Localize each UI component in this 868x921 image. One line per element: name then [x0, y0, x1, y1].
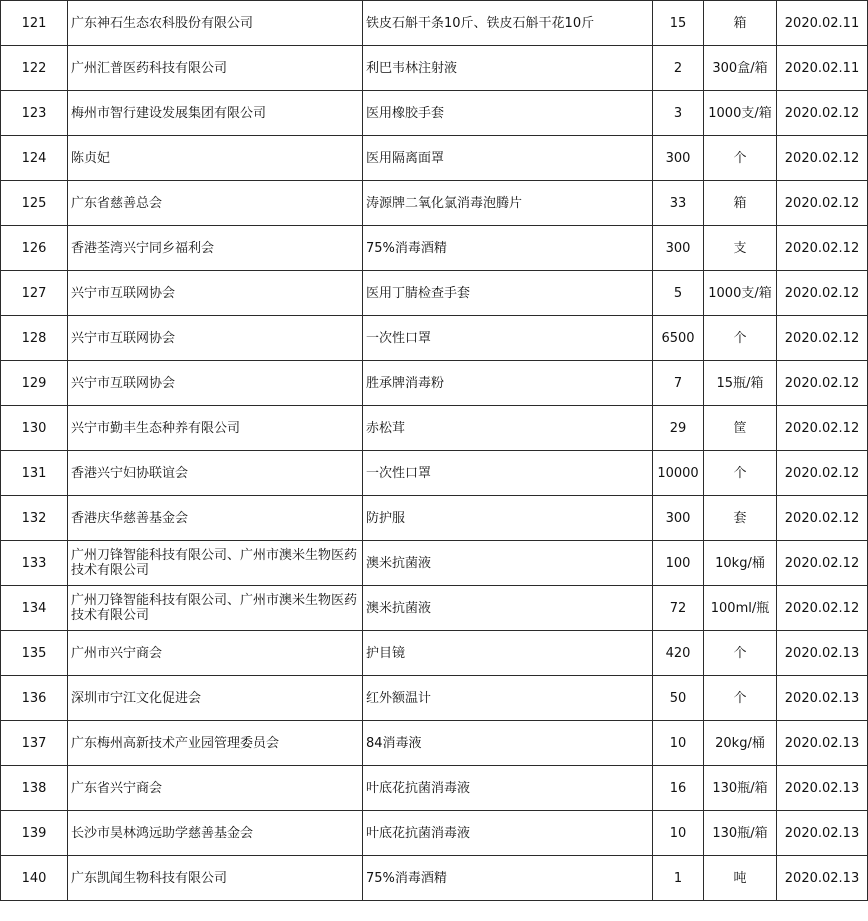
cell-donor: 广东凯闻生物科技有限公司 — [68, 856, 363, 901]
cell-quantity: 5 — [653, 271, 704, 316]
cell-donor: 广州刀锋智能科技有限公司、广州市澳米生物医药技术有限公司 — [68, 541, 363, 586]
cell-donor: 广州汇普医药科技有限公司 — [68, 46, 363, 91]
cell-quantity: 16 — [653, 766, 704, 811]
table-row — [1, 406, 868, 451]
cell-serial-number: 130 — [1, 406, 68, 451]
cell-unit: 筐 — [704, 406, 777, 451]
cell-unit: 箱 — [704, 1, 777, 46]
cell-donor: 梅州市智行建设发展集团有限公司 — [68, 91, 363, 136]
cell-date: 2020.02.12 — [777, 226, 868, 271]
cell-date: 2020.02.13 — [777, 631, 868, 676]
cell-date: 2020.02.12 — [777, 361, 868, 406]
cell-donor: 香港荃湾兴宁同乡福利会 — [68, 226, 363, 271]
cell-date: 2020.02.12 — [777, 406, 868, 451]
cell-unit: 套 — [704, 496, 777, 541]
cell-date: 2020.02.13 — [777, 721, 868, 766]
cell-item: 赤松茸 — [363, 406, 653, 451]
cell-date: 2020.02.13 — [777, 766, 868, 811]
cell-unit: 300盒/箱 — [704, 46, 777, 91]
cell-item: 84消毒液 — [363, 721, 653, 766]
cell-date: 2020.02.12 — [777, 181, 868, 226]
cell-quantity: 1 — [653, 856, 704, 901]
cell-unit: 箱 — [704, 181, 777, 226]
cell-quantity: 29 — [653, 406, 704, 451]
cell-unit: 100ml/瓶 — [704, 586, 777, 631]
cell-quantity: 15 — [653, 1, 704, 46]
cell-serial-number: 132 — [1, 496, 68, 541]
cell-date: 2020.02.12 — [777, 316, 868, 361]
donation-table-body — [1, 1, 868, 901]
cell-unit: 1000支/箱 — [704, 271, 777, 316]
cell-serial-number: 136 — [1, 676, 68, 721]
cell-quantity: 7 — [653, 361, 704, 406]
cell-item: 一次性口罩 — [363, 451, 653, 496]
cell-item: 澳米抗菌液 — [363, 541, 653, 586]
cell-quantity: 10000 — [653, 451, 704, 496]
cell-item: 叶底花抗菌消毒液 — [363, 811, 653, 856]
cell-quantity: 6500 — [653, 316, 704, 361]
cell-serial-number: 121 — [1, 1, 68, 46]
cell-date: 2020.02.13 — [777, 811, 868, 856]
cell-item: 利巴韦林注射液 — [363, 46, 653, 91]
cell-serial-number: 139 — [1, 811, 68, 856]
cell-serial-number: 131 — [1, 451, 68, 496]
cell-unit: 130瓶/箱 — [704, 766, 777, 811]
cell-item: 护目镜 — [363, 631, 653, 676]
table-row — [1, 766, 868, 811]
cell-item: 防护服 — [363, 496, 653, 541]
cell-donor: 兴宁市互联网协会 — [68, 316, 363, 361]
table-row — [1, 1, 868, 46]
cell-donor: 香港庆华慈善基金会 — [68, 496, 363, 541]
cell-donor: 广州市兴宁商会 — [68, 631, 363, 676]
cell-quantity: 33 — [653, 181, 704, 226]
cell-donor: 兴宁市互联网协会 — [68, 361, 363, 406]
cell-donor: 兴宁市勤丰生态种养有限公司 — [68, 406, 363, 451]
table-row — [1, 676, 868, 721]
table-row — [1, 541, 868, 586]
cell-quantity: 3 — [653, 91, 704, 136]
cell-date: 2020.02.12 — [777, 136, 868, 181]
cell-item: 75%消毒酒精 — [363, 226, 653, 271]
cell-serial-number: 126 — [1, 226, 68, 271]
cell-donor: 长沙市昊林鸿远助学慈善基金会 — [68, 811, 363, 856]
cell-date: 2020.02.12 — [777, 451, 868, 496]
table-row — [1, 181, 868, 226]
table-row — [1, 586, 868, 631]
cell-serial-number: 134 — [1, 586, 68, 631]
cell-date: 2020.02.13 — [777, 676, 868, 721]
cell-unit: 个 — [704, 451, 777, 496]
cell-date: 2020.02.12 — [777, 271, 868, 316]
cell-unit: 1000支/箱 — [704, 91, 777, 136]
cell-donor: 深圳市宁江文化促进会 — [68, 676, 363, 721]
cell-item: 澳米抗菌液 — [363, 586, 653, 631]
table-row — [1, 46, 868, 91]
cell-unit: 10kg/桶 — [704, 541, 777, 586]
table-row — [1, 271, 868, 316]
cell-item: 一次性口罩 — [363, 316, 653, 361]
cell-donor: 广东神石生态农科股份有限公司 — [68, 1, 363, 46]
table-row — [1, 631, 868, 676]
cell-date: 2020.02.11 — [777, 46, 868, 91]
cell-unit: 个 — [704, 136, 777, 181]
cell-item: 医用隔离面罩 — [363, 136, 653, 181]
table-row — [1, 721, 868, 766]
table-row — [1, 451, 868, 496]
cell-quantity: 2 — [653, 46, 704, 91]
cell-unit: 支 — [704, 226, 777, 271]
cell-serial-number: 123 — [1, 91, 68, 136]
cell-serial-number: 124 — [1, 136, 68, 181]
cell-date: 2020.02.13 — [777, 856, 868, 901]
cell-unit: 15瓶/箱 — [704, 361, 777, 406]
cell-quantity: 10 — [653, 811, 704, 856]
cell-serial-number: 133 — [1, 541, 68, 586]
cell-serial-number: 129 — [1, 361, 68, 406]
cell-item: 红外额温计 — [363, 676, 653, 721]
cell-quantity: 10 — [653, 721, 704, 766]
cell-unit: 130瓶/箱 — [704, 811, 777, 856]
cell-item: 75%消毒酒精 — [363, 856, 653, 901]
cell-unit: 吨 — [704, 856, 777, 901]
cell-item: 胜承牌消毒粉 — [363, 361, 653, 406]
table-row — [1, 136, 868, 181]
cell-serial-number: 122 — [1, 46, 68, 91]
table-row — [1, 496, 868, 541]
cell-donor: 广东梅州高新技术产业园管理委员会 — [68, 721, 363, 766]
cell-quantity: 300 — [653, 136, 704, 181]
cell-serial-number: 135 — [1, 631, 68, 676]
cell-item: 医用丁腈检查手套 — [363, 271, 653, 316]
table-row — [1, 316, 868, 361]
cell-donor: 陈贞妃 — [68, 136, 363, 181]
cell-quantity: 300 — [653, 496, 704, 541]
cell-quantity: 50 — [653, 676, 704, 721]
cell-quantity: 100 — [653, 541, 704, 586]
cell-date: 2020.02.12 — [777, 541, 868, 586]
cell-quantity: 420 — [653, 631, 704, 676]
table-row — [1, 91, 868, 136]
cell-unit: 20kg/桶 — [704, 721, 777, 766]
cell-item: 叶底花抗菌消毒液 — [363, 766, 653, 811]
cell-date: 2020.02.11 — [777, 1, 868, 46]
cell-donor: 兴宁市互联网协会 — [68, 271, 363, 316]
cell-donor: 广州刀锋智能科技有限公司、广州市澳米生物医药技术有限公司 — [68, 586, 363, 631]
cell-serial-number: 137 — [1, 721, 68, 766]
cell-serial-number: 138 — [1, 766, 68, 811]
cell-date: 2020.02.12 — [777, 586, 868, 631]
table-row — [1, 226, 868, 271]
table-row — [1, 361, 868, 406]
cell-quantity: 300 — [653, 226, 704, 271]
cell-item: 涛源牌二氧化氯消毒泡腾片 — [363, 181, 653, 226]
cell-donor: 香港兴宁妇协联谊会 — [68, 451, 363, 496]
table-row — [1, 811, 868, 856]
cell-serial-number: 128 — [1, 316, 68, 361]
cell-item: 铁皮石斛干条10斤、铁皮石斛干花10斤 — [363, 1, 653, 46]
cell-quantity: 72 — [653, 586, 704, 631]
cell-serial-number: 140 — [1, 856, 68, 901]
cell-unit: 个 — [704, 631, 777, 676]
cell-unit: 个 — [704, 676, 777, 721]
cell-date: 2020.02.12 — [777, 91, 868, 136]
cell-serial-number: 125 — [1, 181, 68, 226]
cell-serial-number: 127 — [1, 271, 68, 316]
cell-unit: 个 — [704, 316, 777, 361]
cell-date: 2020.02.12 — [777, 496, 868, 541]
cell-item: 医用橡胶手套 — [363, 91, 653, 136]
cell-donor: 广东省慈善总会 — [68, 181, 363, 226]
table-row — [1, 856, 868, 901]
cell-donor: 广东省兴宁商会 — [68, 766, 363, 811]
